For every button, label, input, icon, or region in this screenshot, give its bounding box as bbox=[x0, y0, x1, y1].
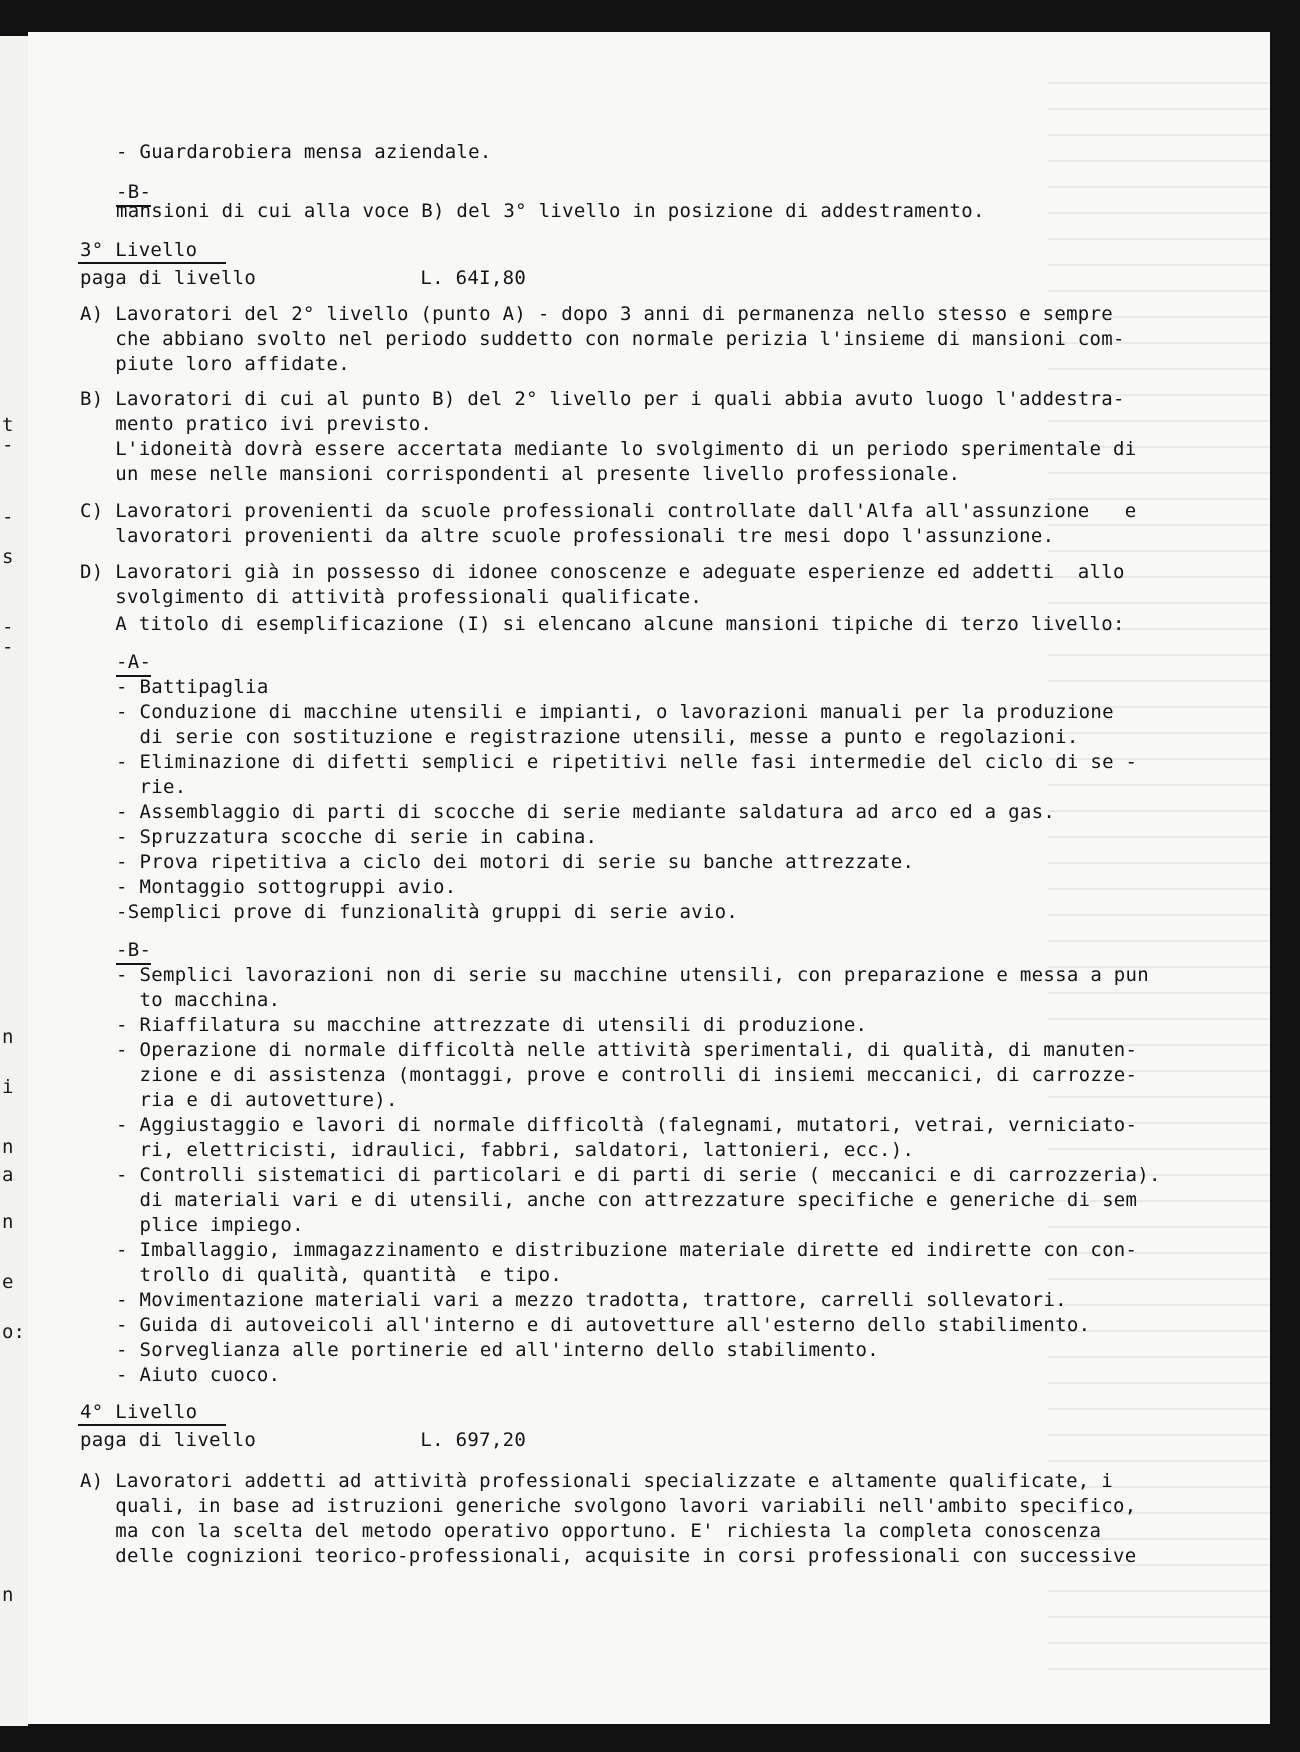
text-line: - Operazione di normale difficoltà nelle attività sperimentali, di qualità, di manuten- bbox=[116, 1039, 1138, 1061]
margin-mark: e bbox=[2, 1271, 14, 1293]
text-line: - Conduzione di macchine utensili e impianti, o lavorazioni manuali per la produzione bbox=[116, 701, 1114, 723]
pay-line: paga di livello L. 697,20 bbox=[80, 1429, 527, 1451]
text-line: che abbiano svolto nel periodo suddetto con normale perizia l'insieme di mansioni com- bbox=[80, 328, 1125, 350]
margin-mark: - bbox=[2, 434, 14, 456]
text-line: delle cognizioni teorico-professionali, acquisite in corsi professionali con successive bbox=[80, 1545, 1137, 1567]
margin-mark: - bbox=[2, 616, 14, 638]
text-line: - Montaggio sottogruppi avio. bbox=[116, 876, 457, 898]
text-line: - Imballaggio, immagazzinamento e distribuzione materiale dirette ed indirette con con- bbox=[116, 1239, 1138, 1261]
text-line: - Guida di autoveicoli all'interno e di autovetture all'esterno dello stabilimento. bbox=[116, 1314, 1091, 1336]
section-heading-b: -B- bbox=[116, 938, 151, 965]
text-line: zione e di assistenza (montaggi, prove e controlli di insiemi meccanici, di carrozze- bbox=[116, 1064, 1138, 1086]
text-line: A titolo di esemplificazione (I) si elencano alcune mansioni tipiche di terzo livello: bbox=[80, 613, 1125, 635]
margin-mark: n bbox=[2, 1584, 14, 1606]
margin-mark: a bbox=[2, 1164, 14, 1186]
text-line: - Sorveglianza alle portinerie ed all'interno dello stabilimento. bbox=[116, 1339, 880, 1361]
text-line: - Spruzzatura scocche di serie in cabina. bbox=[116, 826, 598, 848]
text-line: L'idoneità dovrà essere accertata mediante lo svolgimento di un periodo sperimentale di bbox=[80, 438, 1137, 460]
text-line: - Controlli sistematici di particolari e di parti di serie ( meccanici e di carrozzeria). bbox=[116, 1164, 1161, 1186]
margin-mark: s bbox=[2, 546, 14, 568]
text-line: - Guardarobiera mensa aziendale. bbox=[116, 141, 492, 163]
section-heading-b: -B- bbox=[116, 180, 151, 207]
level-heading: 3° Livello bbox=[80, 239, 198, 261]
text-line: trollo di qualità, quantità e tipo. bbox=[116, 1264, 563, 1286]
adjacent-page-strip bbox=[0, 36, 28, 1726]
text-line: - Aggiustaggio e lavori di normale difficoltà (falegnami, mutatori, vetrai, verniciato- bbox=[116, 1114, 1138, 1136]
margin-mark: - bbox=[2, 506, 14, 528]
level-heading: 4° Livello bbox=[80, 1401, 198, 1423]
text-line: piute loro affidate. bbox=[80, 353, 350, 375]
text-line: D) Lavoratori già in possesso di idonee conoscenze e adeguate esperienze ed addetti allo bbox=[80, 561, 1125, 583]
text-line: - Aiuto cuoco. bbox=[116, 1364, 281, 1386]
margin-mark: n bbox=[2, 1136, 14, 1158]
text-line: quali, in base ad istruzioni generiche svolgono lavori variabili nell'ambito specifico, bbox=[80, 1495, 1137, 1517]
margin-mark: - bbox=[2, 636, 14, 658]
text-line: - Prova ripetitiva a ciclo dei motori di serie su banche attrezzate. bbox=[116, 851, 915, 873]
text-line: ria e di autovetture). bbox=[116, 1089, 398, 1111]
margin-mark: n bbox=[2, 1211, 14, 1233]
heading-underline bbox=[78, 262, 226, 264]
section-heading-a: -A- bbox=[116, 650, 151, 677]
text-line: - Movimentazione materiali vari a mezzo tradotta, trattore, carrelli sollevatori. bbox=[116, 1289, 1067, 1311]
margin-mark: i bbox=[2, 1076, 14, 1098]
text-line: C) Lavoratori provenienti da scuole professionali controllate dall'Alfa all'assunzione e bbox=[80, 500, 1137, 522]
text-line: plice impiego. bbox=[116, 1214, 304, 1236]
margin-mark: t bbox=[2, 414, 14, 436]
text-line: to macchina. bbox=[116, 989, 281, 1011]
text-line: ri, elettricisti, idraulici, fabbri, saldatori, lattonieri, ecc.). bbox=[116, 1139, 915, 1161]
text-line: B) Lavoratori di cui al punto B) del 2° livello per i quali abbia avuto luogo l'addestra- bbox=[80, 388, 1125, 410]
pay-line: paga di livello L. 64I,80 bbox=[80, 267, 527, 289]
text-line: mansioni di cui alla voce B) del 3° livello in posizione di addestramento. bbox=[116, 200, 985, 222]
heading-underline bbox=[78, 1424, 226, 1426]
text-line: un mese nelle mansioni corrispondenti al presente livello professionale. bbox=[80, 463, 961, 485]
text-line: A) Lavoratori addetti ad attività professionali specializzate e altamente qualificate, i bbox=[80, 1470, 1114, 1492]
text-line: svolgimento di attività professionali qualificate. bbox=[80, 586, 703, 608]
text-line: - Eliminazione di difetti semplici e ripetitivi nelle fasi intermedie del ciclo di se - bbox=[116, 751, 1138, 773]
text-line: - Riaffilatura su macchine attrezzate di utensili di produzione. bbox=[116, 1014, 868, 1036]
text-line: A) Lavoratori del 2° livello (punto A) - dopo 3 anni di permanenza nello stesso e sempre bbox=[80, 303, 1114, 325]
margin-mark: n bbox=[2, 1026, 14, 1048]
text-line: - Semplici lavorazioni non di serie su macchine utensili, con preparazione e messa a pun bbox=[116, 964, 1150, 986]
text-line: ma con la scelta del metodo operativo opportuno. E' richiesta la completa conoscenza bbox=[80, 1520, 1102, 1542]
text-line: di materiali vari e di utensili, anche con attrezzature specifiche e generiche di sem bbox=[116, 1189, 1138, 1211]
text-line: mento pratico ivi previsto. bbox=[80, 413, 433, 435]
text-line: di serie con sostituzione e registrazione utensili, messe a punto e regolazioni. bbox=[116, 726, 1079, 748]
margin-mark: o: bbox=[2, 1321, 25, 1343]
document-page bbox=[28, 32, 1270, 1724]
text-line: lavoratori provenienti da altre scuole professionali tre mesi dopo l'assunzione. bbox=[80, 525, 1055, 547]
text-line: - Battipaglia bbox=[116, 676, 269, 698]
text-line: rie. bbox=[116, 776, 187, 798]
text-line: -Semplici prove di funzionalità gruppi di serie avio. bbox=[116, 901, 739, 923]
text-line: - Assemblaggio di parti di scocche di serie mediante saldatura ad arco ed a gas. bbox=[116, 801, 1056, 823]
